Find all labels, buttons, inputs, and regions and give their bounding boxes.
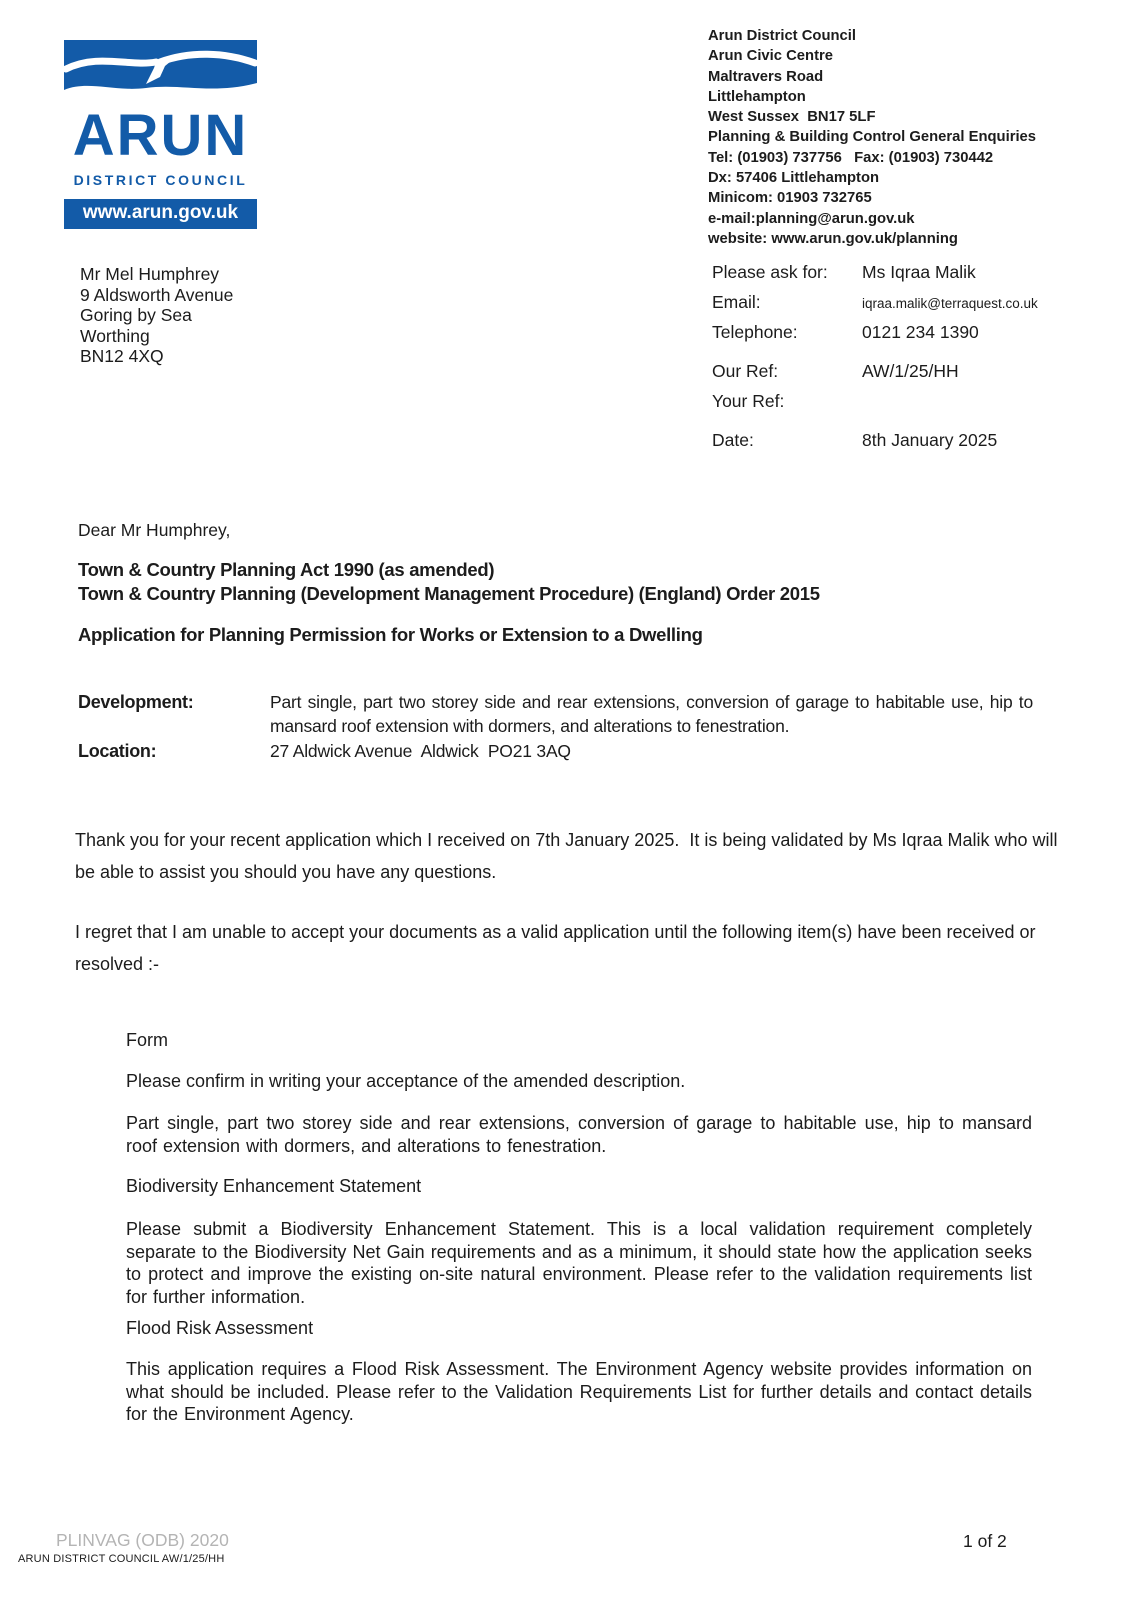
council-address-line: Tel: (01903) 737756 Fax: (01903) 730442 (708, 149, 994, 166)
development-row (78, 690, 1033, 738)
recipient-address-line: 9 Aldsworth Avenue (80, 284, 234, 305)
legislation-line-1: Town & Country Planning Act 1990 (as amended) (78, 559, 495, 580)
development-location-table (78, 690, 1033, 763)
logo-subtitle: DISTRICT COUNCIL (73, 172, 248, 188)
telephone-value: 0121 234 1390 (862, 322, 979, 342)
location-row (78, 739, 1033, 763)
item-heading-form: Form (126, 1030, 168, 1050)
form-code: PLINVAG (ODB) 2020 (56, 1530, 229, 1550)
council-website-line: website: www.arun.gov.uk/planning (708, 230, 958, 247)
council-address-line: Minicom: 01903 732765 (708, 190, 872, 207)
development-value: Part single, part two storey side and rear extensions, conversion of garage to habitable use, hip to mansard roof extension with dormers, and alterations to fenestration. (270, 692, 1033, 736)
recipient-address-line: Worthing (80, 325, 150, 346)
item-paragraph: This application requires a Flood Risk Assessment. The Environment Agency website provides information on what should be included. Please refer to the Validation Requirements List for further details and contact details for the Environment Agency. (126, 1359, 1032, 1424)
salutation: Dear Mr Humphrey, (78, 520, 231, 540)
page-number: 1 of 2 (963, 1531, 1007, 1551)
legislation-headings (78, 558, 820, 606)
legislation-line-2: Town & Country Planning (Development Management Procedure) (England) Order 2015 (78, 583, 820, 604)
paragraph-thanks: Thank you for your recent application which I received on 7th January 2025. It is being validated by Ms Iqraa Malik who will be able to assist you should you have any questions. (75, 830, 1063, 882)
document-reference: ARUN DISTRICT COUNCIL AW/1/25/HH (18, 1553, 225, 1565)
item-paragraph: Please submit a Biodiversity Enhancement Statement. This is a local validation requirement completely separate to the Biodiversity Net Gain requirements and as a minimum, it should state how the application seeks to protect and improve the existing on-site natural environment. Please refer to the validation requirements list for further information. (126, 1219, 1032, 1307)
email-label: Email: (712, 292, 761, 312)
council-address-line: Maltravers Road (708, 68, 824, 85)
our-ref-row (712, 361, 1112, 382)
date-value: 8th January 2025 (862, 430, 998, 450)
council-logo (64, 40, 257, 229)
date-label: Date: (712, 430, 754, 450)
please-ask-for-label: Please ask for: (712, 262, 828, 282)
paragraph-regret: I regret that I am unable to accept your documents as a valid application until the following item(s) have been received or resolved :- (75, 922, 1036, 974)
development-label: Development: (78, 692, 194, 712)
logo-wordmark: ARUN (72, 103, 249, 168)
logo-website-bar: www.arun.gov.uk (64, 199, 257, 229)
date-row (712, 430, 1112, 451)
reference-block (712, 262, 1112, 460)
recipient-name: Mr Mel Humphrey (80, 264, 220, 284)
location-label: Location: (78, 741, 157, 761)
item-heading-flood-risk: Flood Risk Assessment (126, 1318, 314, 1338)
please-ask-for-row (712, 262, 1112, 283)
council-address-block (708, 26, 1103, 249)
recipient-postcode: BN12 4XQ (80, 346, 164, 366)
council-address-line: Planning & Building Control General Enquiries (708, 129, 1037, 146)
recipient-address-block (80, 264, 233, 367)
seagull-logo-icon (64, 40, 257, 102)
location-value: 27 Aldwick Avenue Aldwick PO21 3AQ (270, 741, 571, 761)
council-address-line: West Sussex BN17 5LF (708, 109, 876, 126)
email-row (712, 292, 1112, 313)
our-ref-label: Our Ref: (712, 361, 779, 381)
item-paragraph: Part single, part two storey side and rear extensions, conversion of garage to habitable use, hip to mansard roof extension with dormers, and alterations to fenestration. (126, 1113, 1032, 1156)
council-address-line: Arun Civic Centre (708, 48, 833, 65)
item-heading-biodiversity: Biodiversity Enhancement Statement (126, 1176, 422, 1196)
email-value: iqraa.malik@terraquest.co.uk (862, 296, 1038, 311)
council-email-line: e-mail:planning@arun.gov.uk (708, 210, 915, 227)
application-heading: Application for Planning Permission for Works or Extension to a Dwelling (78, 624, 703, 645)
your-ref-label: Your Ref: (712, 391, 785, 411)
telephone-row (712, 322, 1112, 343)
council-address-line: Dx: 57406 Littlehampton (708, 170, 880, 187)
please-ask-for-value: Ms Iqraa Malik (862, 262, 976, 282)
telephone-label: Telephone: (712, 322, 798, 342)
our-ref-value: AW/1/25/HH (862, 361, 959, 381)
your-ref-row (712, 391, 1112, 412)
item-paragraph: Please confirm in writing your acceptance of the amended description. (126, 1071, 686, 1091)
council-address-line: Littlehampton (708, 88, 806, 105)
council-address-line: Arun District Council (708, 28, 856, 44)
recipient-address-line: Goring by Sea (80, 305, 192, 325)
